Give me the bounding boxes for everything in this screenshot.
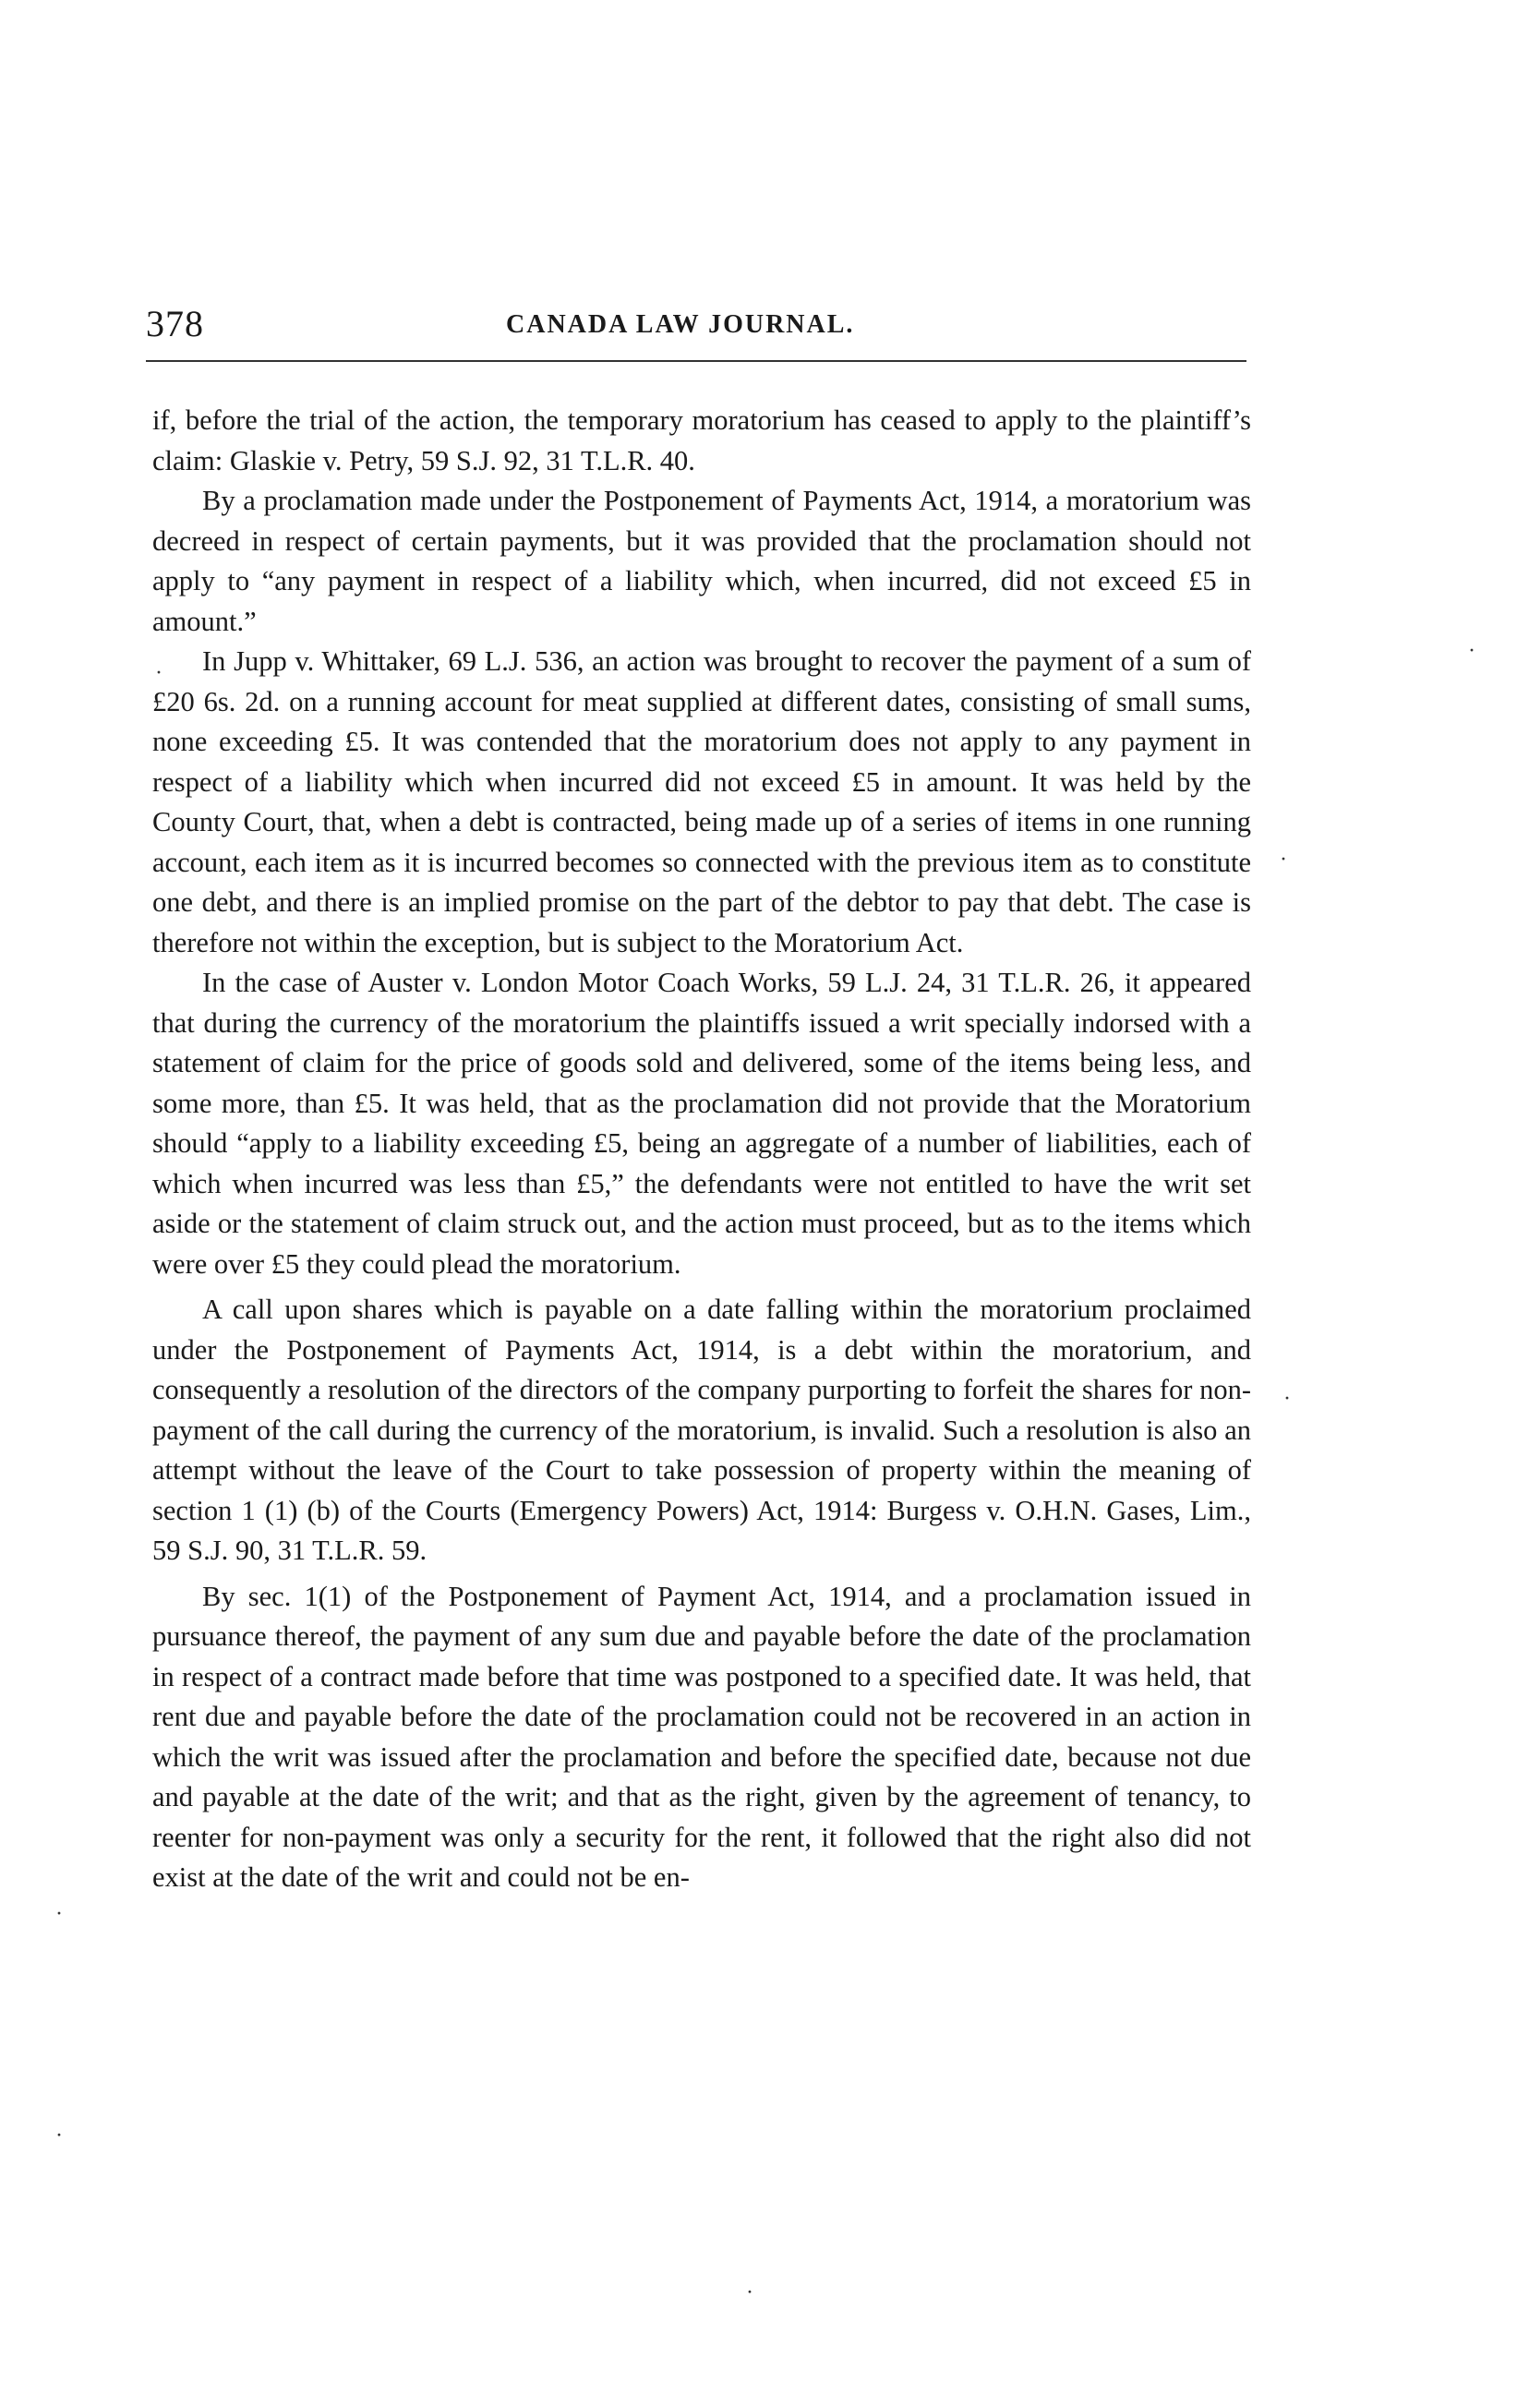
paragraph-continuation: if, before the trial of the action, the temporary moratorium has ceased to apply to the plaintiff’s claim: Glaskie v. Petry, 59 S.J. 92, 31 T.L.R. 40.	[152, 404, 1251, 476]
running-head	[146, 301, 1246, 347]
margin-speck: ·	[1468, 639, 1475, 663]
body-text	[152, 401, 1251, 1898]
paragraph-rent-postponement: By sec. 1(1) of the Postponement of Payment Act, 1914, and a proclamation issued in pursuance thereof, the payment of any sum due and payable before the date of the proclamation in respect of a contract made before that time was postponed to a specified date. It was held, that rent due and payable before the date of the proclamation could not be recovered in an action in which the writ was issued after the proclamation and before the specified date, because not due and payable at the date of the writ; and that as the right, given by the agreement of tenancy, to reenter for non-payment was only a security for the rent, it followed that the right also did not exist at the date of the writ and could not be en-	[152, 1580, 1251, 1893]
margin-speck: ·	[55, 2124, 63, 2148]
paragraph-auster-v-london-motor-coach-works: In the case of Auster v. London Motor Coach Works, 59 L.J. 24, 31 T.L.R. 26, it appeared that during the currency of the moratorium the plaintiffs issued a writ specially indorsed with a statement of claim for the price of goods sold and delivered, some of the items being less, and some more, than £5. It was held, that as the proclamation did not provide that the Moratorium should “apply to a liability exceeding £5, being an aggregate of a number of liabilities, each of which when incurred was less than £5,” the defendants were not entitled to have the writ set aside or the statement of claim struck out, and the action must proceed, but as to the items which were over £5 they could plead the moratorium.	[152, 967, 1251, 1280]
journal-title: CANADA LAW JOURNAL.	[506, 310, 855, 339]
paragraph-call-upon-shares: A call upon shares which is payable on a date falling within the moratorium proclaimed under the Postponement of Payments Act, 1914, is a debt within the moratorium, and consequently a resolution of the directors of the company purporting to forfeit the shares for non-payment of the call during the currency of the moratorium, is invalid. Such a resolution is also an attempt without the leave of the Court to take possession of property within the meaning of section 1 (1) (b) of the Courts (Emergency Powers) Act, 1914: Burgess v. O.H.N. Gases, Lim., 59 S.J. 90, 31 T.L.R. 59.	[152, 1294, 1251, 1566]
margin-speck: ·	[1280, 848, 1287, 872]
paragraph-proclamation: By a proclamation made under the Postponement of Payments Act, 1914, a moratorium was decreed in respect of certain payments, but it was provided that the proclamation should not apply to “any payment in respect of a liability which, when incurred, did not exceed £5 in amount.”	[152, 485, 1251, 637]
header-rule	[146, 360, 1246, 362]
paragraph-jupp-v-whittaker: In Jupp v. Whittaker, 69 L.J. 536, an action was brought to recover the payment of a sum of £20 6s. 2d. on a running account for meat supplied at different dates, consisting of small sums, none exceeding £5. It was contended that the moratorium does not apply to any payment in respect of a liability which when incurred did not exceed £5 in amount. It was held by the County Court, that, when a debt is contracted, being made up of a series of items in one running account, each item as it is incurred becomes so connected with the previous item as to constitute one debt, and there is an implied promise on the part of the debtor to pay that debt. The case is therefore not within the exception, but is subject to the Moratorium Act.	[152, 645, 1251, 958]
margin-speck: ·	[746, 2281, 753, 2305]
margin-speck: ·	[55, 1902, 63, 1926]
margin-speck: ·	[1283, 1387, 1291, 1411]
page-number: 378	[146, 303, 204, 344]
margin-speck: ·	[155, 661, 163, 685]
